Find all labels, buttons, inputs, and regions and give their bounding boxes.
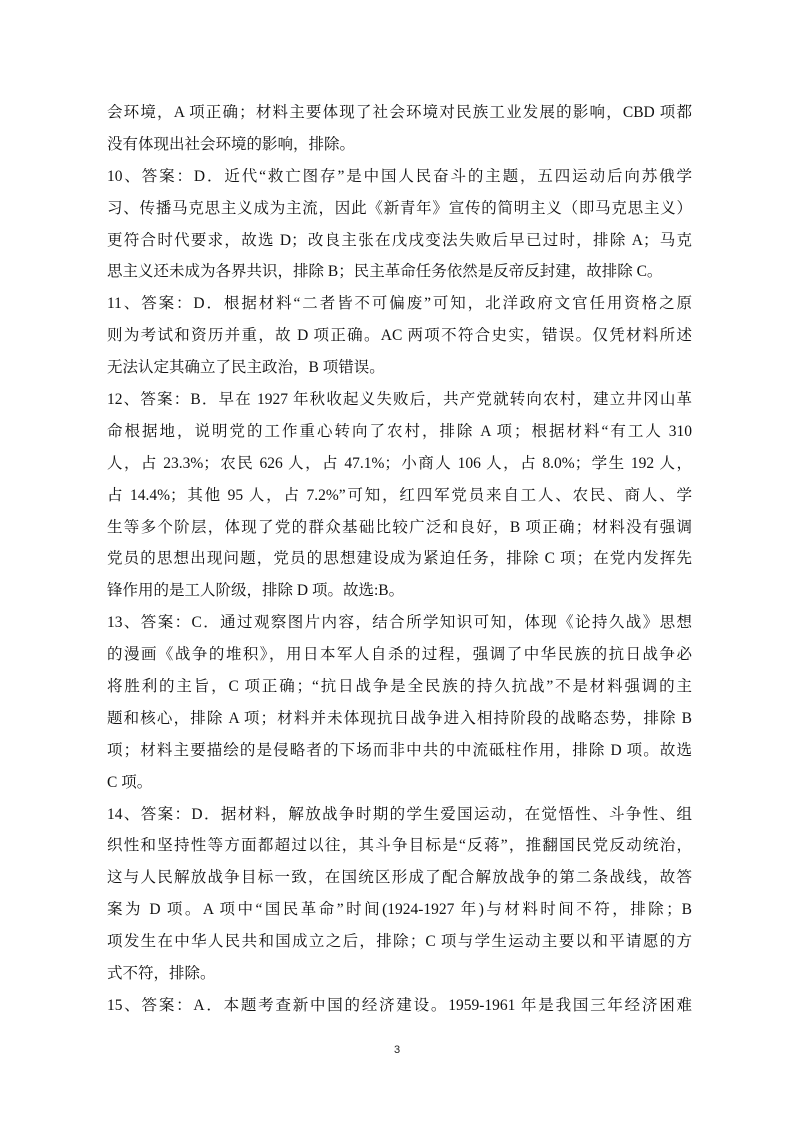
- answer-15-line-1: 15、答案：A．本题考查新中国的经济建设。1959-1961 年是我国三年经济困难: [107, 996, 692, 1014]
- answer-13-line-5: 项；材料主要描绘的是侵略者的下场而非中共的中流砥柱作用，排除 D 项。故选: [107, 741, 692, 759]
- answer-12-line-1: 12、答案：B．早在 1927 年秋收起义失败后，共产党就转向农村，建立井冈山革: [107, 391, 692, 409]
- answer-10-line-2: 习、传播马克思主义成为主流，因此《新青年》宣传的简明主义（即马克思主义）: [107, 199, 692, 217]
- answer-12-line-7: 锋作用的是工人阶级，排除 D 项。故选:B。: [107, 582, 405, 600]
- answer-11-line-2: 则为考试和资历并重，故 D 项正确。AC 两项不符合史实，错误。仅凭材料所述: [107, 327, 692, 345]
- answer-9-line-1: 会环境，A 项正确；材料主要体现了社会环境对民族工业发展的影响，CBD 项都: [107, 104, 692, 121]
- answer-13: [107, 607, 692, 798]
- answer-10: [107, 161, 692, 289]
- answer-12: [107, 384, 692, 607]
- answer-12-line-2: 命根据地，说明党的工作重心转向了农村，排除 A 项；根据材料“有工人 310: [107, 422, 692, 440]
- answer-14: [107, 799, 692, 990]
- answer-9-continuation: [107, 97, 692, 161]
- answer-13-line-4: 题和核心，排除 A 项；材料并未体现抗日战争进入相持阶段的战略态势，排除 B: [107, 709, 692, 727]
- answer-10-line-4: 思主义还未成为各界共识，排除 B；民主革命任务依然是反帝反封建，故排除 C。: [107, 263, 663, 281]
- answer-14-line-5: 项发生在中华人民共和国成立之后，排除；C 项与学生运动主要以和平请愿的方: [107, 933, 692, 951]
- answer-11: [107, 288, 692, 384]
- answer-13-line-3: 将胜利的主旨，C 项正确；“抗日战争是全民族的持久抗战”不是材料强调的主: [107, 678, 692, 696]
- answer-12-line-4: 占 14.4%；其他 95 人，占 7.2%”可知，红四军党员来自工人、农民、商人、学: [107, 486, 692, 504]
- answer-11-line-1: 11、答案：D．根据材料“二者皆不可偏废”可知，北洋政府文官任用资格之原: [107, 295, 692, 313]
- answer-12-line-3: 人，占 23.3%；农民 626 人，占 47.1%；小商人 106 人，占 8.0%；学生 192 人，: [107, 454, 692, 472]
- answer-9-line-2: 没有体现出社会环境的影响，排除。: [107, 135, 356, 153]
- answer-10-line-1: 10、答案：D．近代“救亡图存”是中国人民奋斗的主题，五四运动后向苏俄学: [107, 167, 692, 185]
- answer-13-line-2: 的漫画《战争的堆积》，用日本军人自杀的过程，强调了中华民族的抗日战争必: [107, 646, 692, 664]
- answer-14-line-1: 14、答案：D．据材料，解放战争时期的学生爱国运动，在觉悟性、斗争性、组: [107, 805, 692, 823]
- answer-12-line-5: 生等多个阶层，体现了党的群众基础比较广泛和良好，B 项正确；材料没有强调: [107, 518, 692, 536]
- page-number: 3: [393, 1044, 401, 1056]
- answer-10-line-3: 更符合时代要求，故选 D；改良主张在戊戌变法失败后早已过时，排除 A；马克: [107, 231, 692, 249]
- answer-13-line-1: 13、答案：C．通过观察图片内容，结合所学知识可知，体现《论持久战》思想: [107, 614, 692, 632]
- answer-14-line-3: 这与人民解放战争目标一致，在国统区形成了配合解放战争的第二条战线，故答: [107, 869, 692, 887]
- answer-12-line-6: 党员的思想出现问题，党员的思想建设成为紧迫任务，排除 C 项；在党内发挥先: [107, 550, 692, 568]
- answer-11-line-3: 无法认定其确立了民主政治，B 项错误。: [107, 359, 385, 377]
- answer-13-line-6: C 项。: [107, 773, 153, 791]
- answer-14-line-6: 式不符，排除。: [107, 965, 216, 983]
- answer-15: [107, 990, 692, 1022]
- answer-14-line-4: 案为 D 项。A 项中“国民革命”时间(1924-1927 年)与材料时间不符，排除；B: [107, 901, 692, 919]
- answer-14-line-2: 织性和坚持性等方面都超过以往，其斗争目标是“反蒋”，推翻国民党反动统治，: [107, 837, 692, 855]
- answer-text-block: [107, 97, 692, 1022]
